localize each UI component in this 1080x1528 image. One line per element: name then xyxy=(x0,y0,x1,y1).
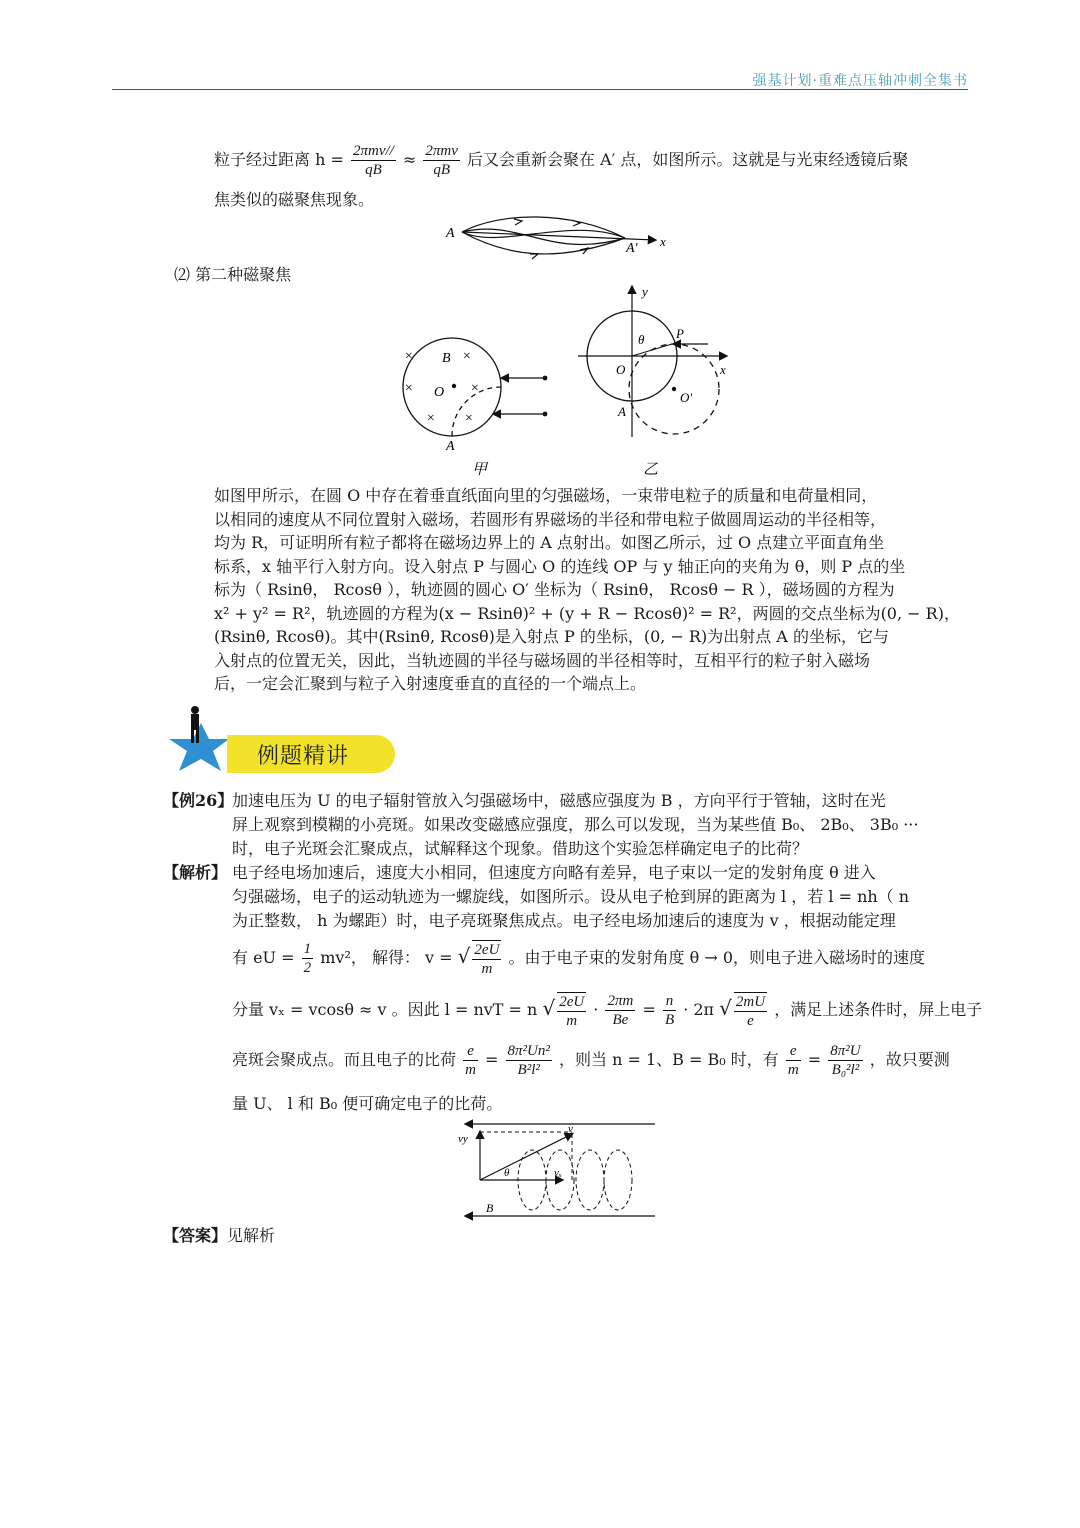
sqrt-sign: √ xyxy=(457,944,471,968)
equation-line-1 xyxy=(232,936,972,978)
frac-den: B₀²l² xyxy=(831,1062,860,1078)
section1-prefix: 粒子经过距离 h = xyxy=(214,150,344,169)
frac-num: 2πm xyxy=(607,993,634,1009)
analysis-tag-text: 【解析】 xyxy=(163,863,228,882)
fraction-ratio-2 xyxy=(828,1042,862,1079)
frac-num: 2eU xyxy=(474,941,500,958)
frac-den: qB xyxy=(365,162,382,178)
example-line: 加速电压为 U 的电子辐射管放入匀强磁场中，磁感应强度为 B ，方向平行于管轴，这时在光 xyxy=(232,791,886,810)
body-line: 后，一定会汇聚到与粒子入射速度垂直的直径的一个端点上。 xyxy=(214,674,647,693)
arrow-mark xyxy=(580,248,588,254)
body-line: 以相同的速度从不同位置射入磁场，若圆形有界磁场的半径和带电粒子做圆周运动的半径相等， xyxy=(214,509,887,529)
frac-den: B xyxy=(664,1012,675,1028)
figure-second-focusing xyxy=(390,282,750,482)
svg-text:×: × xyxy=(404,349,414,364)
body-line: 均为 R，可证明所有粒子都将在磁场边界上的 A 点射出。如图乙所示，过 O 点建立平面直角坐 xyxy=(214,533,885,552)
frac-num: 2eU xyxy=(559,993,585,1010)
running-header: 强基计划·重难点压轴冲刺全集书 xyxy=(752,73,968,89)
sqrt-sign: √ xyxy=(719,996,732,1020)
frac-den: m xyxy=(481,960,493,977)
frac-den: e xyxy=(747,1012,754,1029)
label-v: v xyxy=(568,1123,573,1135)
body-line: 如图甲所示，在圆 O 中存在着垂直纸面向里的匀强磁场，一束带电粒子的质量和电荷量相同， xyxy=(214,486,878,505)
label-Oprime: O′ xyxy=(680,390,693,405)
frac-num: n xyxy=(663,992,676,1011)
svg-text:×: × xyxy=(464,411,474,426)
sqrt-fraction xyxy=(734,992,767,1030)
field-circle xyxy=(403,338,501,436)
frac-den: 2 xyxy=(303,960,312,976)
section2-title: ⑵ 第二种磁聚焦 xyxy=(174,265,292,284)
frac-num: 2πmv// xyxy=(352,143,394,159)
frac-num: 2mU xyxy=(735,993,766,1010)
caption-jia: 甲 xyxy=(472,462,488,478)
label-Aprime: A′ xyxy=(626,241,638,256)
label-vy: vy xyxy=(458,1133,468,1145)
caption-yi: 乙 xyxy=(643,462,659,478)
label-B: B xyxy=(442,351,451,366)
section1-line1 xyxy=(214,140,974,180)
equals-sign: = xyxy=(807,1050,822,1069)
label-x: x xyxy=(660,234,666,249)
answer-text: 见解析 xyxy=(227,1226,276,1245)
label-x-right: x xyxy=(720,362,726,377)
dot-operator: · xyxy=(593,1000,599,1019)
frac-den: m xyxy=(787,1062,799,1078)
frac-den: m xyxy=(465,1062,476,1078)
label-theta: θ xyxy=(638,332,645,347)
eq1-suffix: 。由于电子束的发射角度 θ → 0，则电子进入磁场时的速度 xyxy=(508,948,925,967)
fraction-half xyxy=(302,940,314,977)
example-line: 时，电子光斑会汇聚成点，试解释这个现象。借助这个实验怎样确定电子的比荷？ xyxy=(232,839,809,858)
body-line: 标系，x 轴平行入射方向。设入射点 P 与圆心 O 的连线 OP 与 y 轴正向的夹角为 θ，则 P 点的坐 xyxy=(214,556,906,576)
label-B-helix: B xyxy=(486,1201,494,1215)
eq2-mid: · 2π xyxy=(683,1000,715,1019)
fraction-nB xyxy=(663,992,676,1029)
diagram-jia xyxy=(403,338,547,454)
example-tag xyxy=(163,789,233,813)
figure-focusing-trajectories xyxy=(440,210,680,265)
fraction-h2 xyxy=(423,142,460,179)
analysis-last-line: 量 U、 l 和 B₀ 便可确定电子的比荷。 xyxy=(232,1094,503,1113)
analysis-line: 电子经电场加速后，速度大小相同，但速度方向略有差异，电子束以一定的发射角度 θ 进入 xyxy=(232,863,876,882)
eq3-mid: ，则当 n = 1、B = B₀ 时，有 xyxy=(558,1050,779,1069)
svg-text:×: × xyxy=(470,381,480,396)
eq3-prefix: 亮斑会聚成点。而且电子的比荷 xyxy=(232,1050,457,1069)
diagram-yi xyxy=(578,284,726,437)
fraction-ratio xyxy=(506,1042,552,1079)
eq1-prefix: 有 eU = xyxy=(232,948,295,967)
body-line: 标为（ Rsinθ， Rcosθ ），轨迹圆的圆心 O′ 坐标为（ Rsinθ， Rcosθ − R ），磁场圆的方程为 xyxy=(214,580,895,599)
eq1-mid: mv²， 解得： v = xyxy=(320,948,453,967)
frac-num: 2πmv xyxy=(425,143,458,159)
analysis-line: 匀强磁场，电子的运动轨迹为一螺旋线，如图所示。设从电子枪到屏的距离为 l ，若 l = nh（ n xyxy=(232,887,910,906)
arrow-mark xyxy=(530,254,538,259)
label-y: y xyxy=(642,284,648,299)
fraction-h1 xyxy=(351,142,396,179)
eq3-suffix: ，故只要测 xyxy=(869,1050,950,1069)
arrow-mark xyxy=(572,220,580,226)
frac-den: B²l² xyxy=(517,1062,540,1078)
example-tag-text: 【例26】 xyxy=(163,791,234,810)
sqrt-fraction xyxy=(472,940,501,978)
label-vx: vₓ xyxy=(554,1167,563,1179)
trajectory-4 xyxy=(462,230,625,238)
fraction-2pim xyxy=(605,992,635,1029)
x-axis xyxy=(462,232,655,240)
sqrt-fraction xyxy=(557,992,586,1030)
answer-line xyxy=(163,1224,275,1248)
analysis-body xyxy=(232,861,972,933)
sqrt-sign: √ xyxy=(542,996,556,1020)
example-line: 屏上观察到模糊的小亮斑。如果改变磁感应强度，那么可以发现，当为某些值 B₀、 2B₀、 3B₀ ··· xyxy=(232,815,919,834)
svg-text:×: × xyxy=(404,381,414,396)
label-theta-helix: θ xyxy=(504,1167,510,1179)
section1-suffix: 后又会重新会聚在 A′ 点，如图所示。这就是与光束经透镜后聚 xyxy=(467,150,909,169)
label-A: A xyxy=(446,226,455,241)
label-A-right: A xyxy=(618,404,626,419)
equals-sign: = xyxy=(485,1050,499,1069)
frac-den: qB xyxy=(433,162,451,178)
label-O: O xyxy=(434,385,445,400)
frac-den: m xyxy=(566,1012,578,1029)
approx-sign: ≈ xyxy=(402,150,417,169)
eq2-prefix: 分量 vₓ = vcosθ ≈ v 。因此 l = nvT = n xyxy=(232,1000,538,1019)
example-banner xyxy=(165,705,395,775)
svg-text:×: × xyxy=(462,349,472,364)
frac-num: e xyxy=(786,1042,801,1061)
analysis-line: 为正整数， h 为螺距）时，电子亮斑聚焦成点。电子经电场加速后的速度为 v ，根据动能定理 xyxy=(232,911,896,930)
equation-line-2 xyxy=(232,988,983,1030)
label-A-left: A xyxy=(446,439,455,454)
label-P: P xyxy=(676,326,684,341)
frac-num: e xyxy=(463,1042,478,1061)
banner-title: 例题精讲 xyxy=(257,744,350,769)
body-line: x² + y² = R²，轨迹圆的方程为(x − Rsinθ)² + (y + R − Rcosθ)² = R²，两圆的交点坐标为(0, − R)， xyxy=(214,603,960,623)
label-O-right: O xyxy=(616,362,626,377)
figure-helix xyxy=(450,1118,665,1223)
equals-sign: = xyxy=(642,1000,656,1019)
frac-den: Be xyxy=(612,1012,629,1028)
answer-tag: 【答案】 xyxy=(163,1226,228,1245)
frac-num: 1 xyxy=(303,941,312,957)
svg-text:×: × xyxy=(426,411,436,426)
body-line: (Rsinθ, Rcosθ)。其中(Rsinθ, Rcosθ)是入射点 P 的坐标，(0, − R)为出射点 A 的坐标，它与 xyxy=(214,627,889,646)
header-rule xyxy=(112,89,968,90)
section1-line2: 焦类似的磁聚焦现象。 xyxy=(214,190,375,209)
fraction-em xyxy=(463,1042,478,1079)
frac-num: 8π²Un² xyxy=(507,1043,550,1059)
example-body xyxy=(232,789,972,861)
frac-num: 8π²U xyxy=(830,1043,861,1059)
section2-body xyxy=(214,484,974,696)
equation-line-3 xyxy=(232,1040,972,1080)
fraction-em-2 xyxy=(786,1042,801,1079)
body-line: 入射点的位置无关，因此，当轨迹圆的半径与磁场圆的半径相等时，互相平行的粒子射入磁场 xyxy=(214,650,871,670)
analysis-tag xyxy=(163,861,227,885)
arrow-mark xyxy=(514,219,522,225)
eq2-suffix: ，满足上述条件时，屏上电子 xyxy=(774,1000,983,1019)
